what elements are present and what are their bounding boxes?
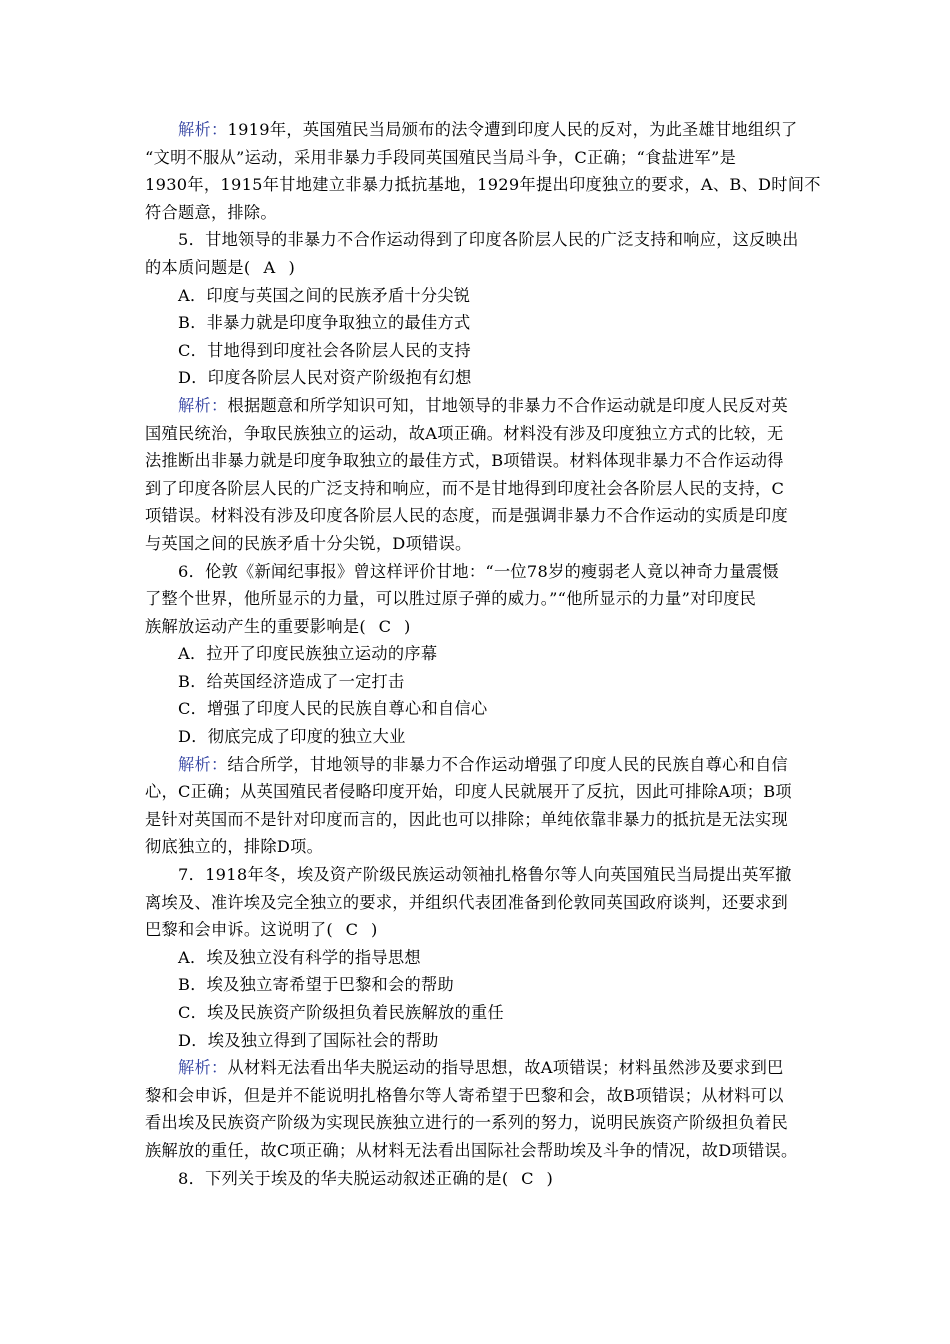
option-c: C．埃及民族资产阶级担负着民族解放的重任 <box>178 1003 504 1022</box>
text-line: 解析：1919年，英国殖民当局颁布的法令遭到印度人民的反对，为此圣雄甘地组织了 <box>178 120 798 139</box>
explanation-block <box>145 751 807 861</box>
question-stem-line: 8．下列关于埃及的华夫脱运动叙述正确的是( C ) <box>145 1165 807 1193</box>
answer-choice: C <box>521 1168 534 1188</box>
question-stem-line: 离埃及、准许埃及完全独立的要求，并组织代表团准备到伦敦同英国政府谈判，还要求到 <box>145 892 789 912</box>
question-stem-line: 族解放运动产生的重要影响是( C ) <box>145 613 807 641</box>
answer-choice: C <box>345 920 359 940</box>
text-line: 看出埃及民族资产阶级为实现民族独立进行的一系列的努力，说明民族资产阶级担负着民 <box>145 1113 789 1133</box>
option-b: B．给英国经济造成了一定打击 <box>178 671 405 691</box>
option-d: D．彻底完成了印度的独立大业 <box>178 727 406 747</box>
explanation-block <box>145 392 807 558</box>
option-b: B．非暴力就是印度争取独立的最佳方式 <box>178 313 471 333</box>
question-stem-line: 的本质问题是( A ) <box>145 254 807 282</box>
option-c: C．增强了印度人民的民族自尊心和自信心 <box>178 699 488 719</box>
explanation-block <box>145 1054 807 1164</box>
text-line: 到了印度各阶层人民的广泛支持和响应，而不是甘地得到印度社会各阶层人民的支持，C <box>145 478 785 498</box>
explanation-label: 解析： <box>178 1058 228 1078</box>
question-7 <box>145 861 807 1054</box>
explanation-label: 解析： <box>178 754 228 774</box>
explanation-label: 解析： <box>178 120 228 139</box>
answer-choice: A <box>263 257 276 277</box>
question-8 <box>145 1165 807 1193</box>
explanation-label: 解析： <box>178 395 228 415</box>
document-page <box>145 116 821 1192</box>
text-line: 符合题意，排除。 <box>145 202 277 222</box>
option-d: D．埃及独立得到了国际社会的帮助 <box>178 1030 439 1050</box>
text-line: 族解放的重任，故C项正确；从材料无法看出国际社会帮助埃及斗争的情况，故D项错误。 <box>145 1140 798 1160</box>
text-line: 彻底独立的，排除D项。 <box>145 837 324 857</box>
text-line: 心，C正确；从英国殖民者侵略印度开始，印度人民就展开了反抗，因此可排除A项；B项 <box>145 782 792 802</box>
question-stem-line: 巴黎和会申诉。这说明了( C ) <box>145 916 807 944</box>
question-stem-line: 了整个世界，他所显示的力量，可以胜过原子弹的威力。”“他所显示的力量”对印度民 <box>145 589 757 609</box>
explanation-block <box>145 116 821 226</box>
option-a: A．埃及独立没有科学的指导思想 <box>178 947 421 967</box>
option-a: A．印度与英国之间的民族矛盾十分尖锐 <box>178 285 471 305</box>
question-stem-line: 6．伦敦《新闻纪事报》曾这样评价甘地：“一位78岁的瘦弱老人竟以神奇力量震慑 <box>178 561 779 581</box>
text-line: 国殖民统治，争取民族独立的运动，故A项正确。材料没有涉及印度独立方式的比较，无 <box>145 423 784 443</box>
option-d: D．印度各阶层人民对资产阶级抱有幻想 <box>178 368 472 388</box>
question-6 <box>145 558 807 751</box>
text-line: 项错误。材料没有涉及印度各阶层人民的态度，而是强调非暴力不合作运动的实质是印度 <box>145 506 789 526</box>
question-5 <box>145 226 807 392</box>
option-c: C．甘地得到印度社会各阶层人民的支持 <box>178 340 471 360</box>
text-line: 法推断出非暴力就是印度争取独立的最佳方式，B项错误。材料体现非暴力不合作运动得 <box>145 451 784 471</box>
option-b: B．埃及独立寄希望于巴黎和会的帮助 <box>178 975 454 995</box>
question-stem-line: 7．1918年冬，埃及资产阶级民族运动领袖扎格鲁尔等人向英国殖民当局提出英军撤 <box>178 865 792 885</box>
text-line: 黎和会申诉，但是并不能说明扎格鲁尔等人寄希望于巴黎和会，故B项错误；从材料可以 <box>145 1085 784 1105</box>
text-line: 1930年，1915年甘地建立非暴力抵抗基地，1929年提出印度独立的要求，A、B、D时间不 <box>145 175 821 195</box>
text-line: “文明不服从”运动，采用非暴力手段同英国殖民当局斗争，C正确；“食盐进军”是 <box>145 147 737 167</box>
text-line: 解析：根据题意和所学知识可知，甘地领导的非暴力不合作运动就是印度人民反对英 <box>178 395 789 415</box>
text-line: 解析：从材料无法看出华夫脱运动的指导思想，故A项错误；材料虽然涉及要求到巴 <box>178 1058 784 1078</box>
answer-choice: C <box>378 616 392 636</box>
text-line: 与英国之间的民族矛盾十分尖锐，D项错误。 <box>145 533 472 553</box>
text-line: 是针对英国而不是针对印度而言的，因此也可以排除；单纯依靠非暴力的抵抗是无法实现 <box>145 809 789 829</box>
question-stem-line: 5．甘地领导的非暴力不合作运动得到了印度各阶层人民的广泛支持和响应，这反映出 <box>178 230 799 250</box>
option-a: A．拉开了印度民族独立运动的序幕 <box>178 644 438 664</box>
text-line: 解析：结合所学，甘地领导的非暴力不合作运动增强了印度人民的民族自尊心和自信 <box>178 754 789 774</box>
